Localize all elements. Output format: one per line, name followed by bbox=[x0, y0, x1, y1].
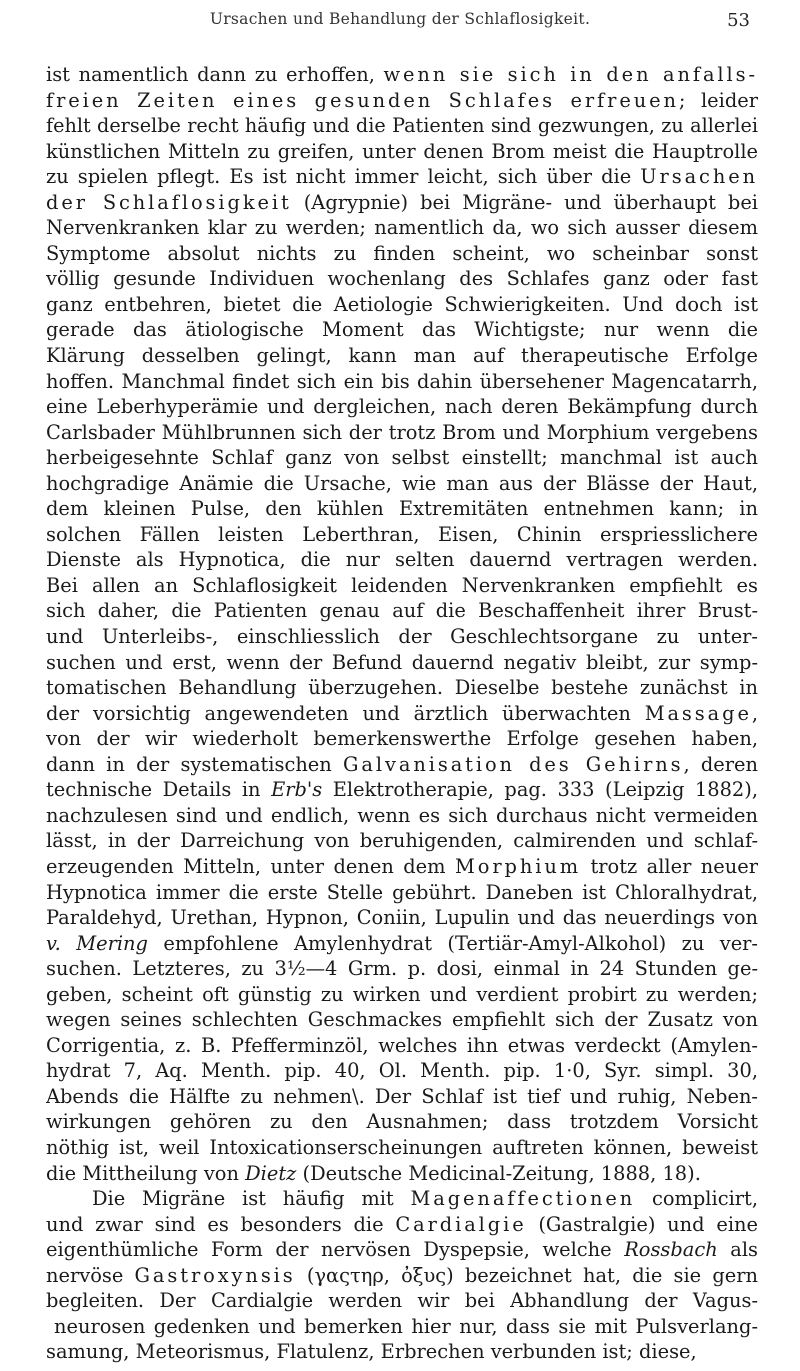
text-line bbox=[46, 547, 758, 573]
text-run: als bbox=[717, 1238, 758, 1262]
text-run: , deren bbox=[683, 752, 758, 776]
text-run: eigenthümliche Form der nervösen Dyspepsie, welche bbox=[46, 1238, 625, 1262]
text-line bbox=[46, 394, 758, 420]
text-line bbox=[46, 88, 758, 114]
running-head-title: Ursachen und Behandlung der Schlaflosigkeit. bbox=[209, 10, 591, 28]
text-run: erzeugenden Mitteln, unter denen dem bbox=[46, 854, 455, 878]
text-line bbox=[46, 1237, 758, 1263]
body-text bbox=[46, 62, 758, 1365]
text-line bbox=[46, 982, 758, 1008]
text-line bbox=[46, 471, 758, 497]
italic-name: Dietz bbox=[245, 1161, 297, 1185]
text-line bbox=[46, 1161, 758, 1187]
text-line bbox=[46, 752, 758, 778]
text-run: gerade das ätiologische Moment das Wichtigste; nur wenn die bbox=[46, 318, 758, 342]
text-line bbox=[46, 777, 758, 803]
text-run: empfohlene Amylenhydrat (Tertiär-Amyl-Alkohol) zu ver- bbox=[147, 931, 758, 955]
text-run: der vorsichtig angewendeten und ärztlich überwachten bbox=[46, 701, 645, 725]
text-line bbox=[46, 854, 758, 880]
text-line bbox=[46, 828, 758, 854]
text-run: Bei allen an Schlaflosigkeit leidenden Nervenkranken empfiehlt es bbox=[46, 573, 758, 597]
running-head bbox=[0, 10, 800, 40]
text-line bbox=[46, 650, 758, 676]
text-line bbox=[46, 62, 758, 88]
text-run: zu spielen pflegt. Es ist nicht immer leicht, sich über die bbox=[46, 165, 641, 189]
text-run: Carlsbader Mühlbrunnen sich der trotz Brom und Morphium vergebens bbox=[46, 420, 758, 444]
text-run: samung, Meteorismus, Flatulenz, Erbrechen verbunden ist; diese, bbox=[46, 1340, 697, 1364]
text-run: Paraldehyd, Urethan, Hypnon, Coniin, Lupulin und das neuerdings von bbox=[46, 906, 758, 930]
text-run: Nervenkranken klar zu werden; namentlich da, wo sich ausser diesem bbox=[46, 216, 758, 240]
text-run: und Unterleibs-, einschliesslich der Geschlechtsorgane zu unter- bbox=[46, 625, 758, 649]
text-line bbox=[46, 624, 758, 650]
text-line bbox=[46, 1212, 758, 1238]
text-run: , bbox=[751, 701, 758, 725]
text-run: fehlt derselbe recht häufig und die Patienten sind gezwungen, zu allerlei bbox=[46, 114, 758, 138]
text-run: von der wir wiederholt bemerkenswerthe Erfolge gesehen haben, bbox=[46, 727, 758, 751]
text-run: dem kleinen Pulse, den kühlen Extremitäten entnehmen kann; in bbox=[46, 497, 758, 521]
spaced-emphasis: der Schlaflosigkeit bbox=[46, 190, 292, 214]
text-line bbox=[46, 701, 758, 727]
text-line bbox=[46, 803, 758, 829]
text-run: suchen. Letzteres, zu 3½—4 Grm. p. dosi, einmal in 24 Stunden ge- bbox=[46, 957, 758, 981]
text-run: Symptome absolut nichts zu finden scheint, wo scheinbar sonst bbox=[46, 241, 758, 265]
text-line bbox=[46, 496, 758, 522]
text-line bbox=[46, 1339, 758, 1365]
text-line bbox=[46, 573, 758, 599]
text-line bbox=[46, 113, 758, 139]
text-line bbox=[46, 1084, 758, 1110]
text-run: lässt, in der Darreichung von beruhigenden, calmirenden und schlaf- bbox=[46, 829, 758, 853]
spaced-emphasis: wenn sie sich in den anfalls- bbox=[383, 63, 758, 86]
text-run: trotz aller neuer bbox=[581, 854, 758, 878]
text-run: suchen und erst, wenn der Befund dauernd negativ bleibt, zur symp- bbox=[46, 650, 758, 674]
text-line bbox=[46, 1109, 758, 1135]
text-run: Elektrotherapie, pag. 333 (Leipzig 1882), bbox=[322, 778, 758, 802]
text-run: Dienste als Hypnotica, die nur selten dauernd vertragen werden. bbox=[46, 548, 758, 572]
text-run: wegen seines schlechten Geschmackes empfiehlt sich der Zusatz von bbox=[46, 1008, 758, 1032]
spaced-emphasis: Galvanisation des Gehirns bbox=[343, 752, 684, 776]
text-line bbox=[46, 1007, 758, 1033]
text-run: sich daher, die Patienten genau auf die Beschaffenheit ihrer Brust- bbox=[46, 599, 758, 623]
text-run: solchen Fällen leisten Leberthran, Eisen, Chinin erspriesslichere bbox=[46, 522, 758, 546]
text-run: geben, scheint oft günstig zu wirken und verdient probirt zu werden; bbox=[46, 982, 758, 1006]
spaced-emphasis: Ursachen bbox=[640, 165, 758, 189]
text-line bbox=[46, 1263, 758, 1289]
text-run: (γαςτηρ, ὀξυς) bezeichnet hat, die sie gern bbox=[295, 1263, 758, 1287]
text-line bbox=[46, 905, 758, 931]
text-line bbox=[46, 675, 758, 701]
text-line bbox=[46, 598, 758, 624]
text-line bbox=[46, 292, 758, 318]
text-run: wirkungen gehören zu den Ausnahmen; dass trotzdem Vorsicht bbox=[46, 1110, 758, 1134]
text-line bbox=[46, 726, 758, 752]
italic-name: Erb's bbox=[271, 778, 323, 802]
text-run: neurosen gedenken und bemerken hier nur, dass sie mit Pulsverlang- bbox=[54, 1314, 758, 1338]
text-line bbox=[46, 522, 758, 548]
text-line bbox=[46, 241, 758, 267]
text-line bbox=[46, 1186, 758, 1212]
spaced-emphasis: freien Zeiten eines gesunden Schlafes erfreuen; bbox=[46, 88, 689, 112]
spaced-emphasis: Morphium bbox=[454, 854, 582, 878]
text-run: herbeigesehnte Schlaf ganz von selbst einstellt; manchmal ist auch bbox=[46, 446, 758, 470]
italic-name: Rossbach bbox=[624, 1238, 718, 1262]
text-line bbox=[46, 266, 758, 292]
spaced-emphasis: Massage bbox=[644, 701, 752, 725]
text-run: ganz entbehren, bietet die Aetiologie Schwierigkeiten. Und doch ist bbox=[46, 292, 758, 316]
text-run: hochgradige Anämie die Ursache, wie man aus der Blässe der Haut, bbox=[46, 471, 758, 495]
text-line bbox=[46, 1135, 758, 1161]
text-run: ist namentlich dann zu erhoffen, bbox=[46, 63, 384, 86]
page-number: 53 bbox=[727, 10, 750, 31]
text-run: hydrat 7, Aq. Menth. pip. 40, Ol. Menth. pip. 1·0, Syr. simpl. 30, bbox=[46, 1059, 758, 1083]
text-run: nervöse bbox=[46, 1263, 135, 1287]
text-line bbox=[46, 880, 758, 906]
text-line bbox=[46, 215, 758, 241]
text-run: dann in der systematischen bbox=[46, 752, 343, 776]
text-line bbox=[46, 317, 758, 343]
spaced-emphasis: Cardialgie bbox=[395, 1212, 527, 1236]
text-line bbox=[46, 1033, 758, 1059]
text-line bbox=[46, 343, 758, 369]
text-run: nachzulesen sind und endlich, wenn es sich durchaus nicht vermeiden bbox=[46, 803, 758, 827]
text-line bbox=[46, 1058, 758, 1084]
text-line bbox=[46, 420, 758, 446]
text-run: (Agrypnie) bei Migräne- und überhaupt bei bbox=[291, 190, 758, 214]
spaced-emphasis: Gastroxynsis bbox=[134, 1263, 296, 1287]
text-run: Abends die Hälfte zu nehmen\. Der Schlaf ist tief und ruhig, Neben- bbox=[46, 1084, 758, 1108]
text-run: eine Leberhyperämie und dergleichen, nach deren Bekämpfung durch bbox=[46, 395, 758, 419]
text-run: die Mittheilung von bbox=[46, 1161, 246, 1185]
text-line bbox=[46, 1288, 758, 1314]
text-run: (Deutsche Medicinal-Zeitung, 1888, 18). bbox=[296, 1161, 701, 1185]
text-run: Klärung desselben gelingt, kann man auf therapeutische Erfolge bbox=[46, 344, 758, 368]
text-run: tomatischen Behandlung überzugehen. Dieselbe bestehe zunächst in bbox=[46, 676, 758, 700]
text-line bbox=[46, 931, 758, 957]
spaced-emphasis: Magenaffectionen bbox=[410, 1187, 636, 1211]
text-run: technische Details in bbox=[46, 778, 272, 802]
text-line bbox=[46, 956, 758, 982]
text-run: nöthig ist, weil Intoxicationserscheinungen auftreten können, beweist bbox=[46, 1135, 758, 1159]
text-line bbox=[46, 164, 758, 190]
text-run: künstlichen Mitteln zu greifen, unter denen Brom meist die Hauptrolle bbox=[46, 139, 758, 163]
italic-name: v. Mering bbox=[46, 931, 148, 955]
text-run: (Gastralgie) und eine bbox=[526, 1212, 758, 1236]
text-line bbox=[46, 445, 758, 471]
text-run: und zwar sind es besonders die bbox=[46, 1212, 396, 1236]
text-run: Die Migräne ist häufig mit bbox=[92, 1187, 411, 1211]
text-run: Corrigentia, z. B. Pfefferminzöl, welches ihn etwas verdeckt (Amylen- bbox=[46, 1033, 758, 1057]
text-run: begleiten. Der Cardialgie werden wir bei Abhandlung der Vagus- bbox=[46, 1289, 758, 1313]
text-run: völlig gesunde Individuen wochenlang des Schlafes ganz oder fast bbox=[46, 267, 758, 291]
text-run: complicirt, bbox=[635, 1187, 758, 1211]
text-line bbox=[46, 1314, 758, 1340]
text-line bbox=[46, 190, 758, 216]
text-run: hoffen. Manchmal findet sich ein bis dahin übersehener Magencatarrh, bbox=[46, 369, 758, 393]
text-line bbox=[46, 139, 758, 165]
text-line bbox=[46, 369, 758, 395]
text-run: Hypnotica immer die erste Stelle gebührt. Daneben ist Chloralhydrat, bbox=[46, 880, 758, 904]
text-run: leider bbox=[688, 88, 758, 112]
